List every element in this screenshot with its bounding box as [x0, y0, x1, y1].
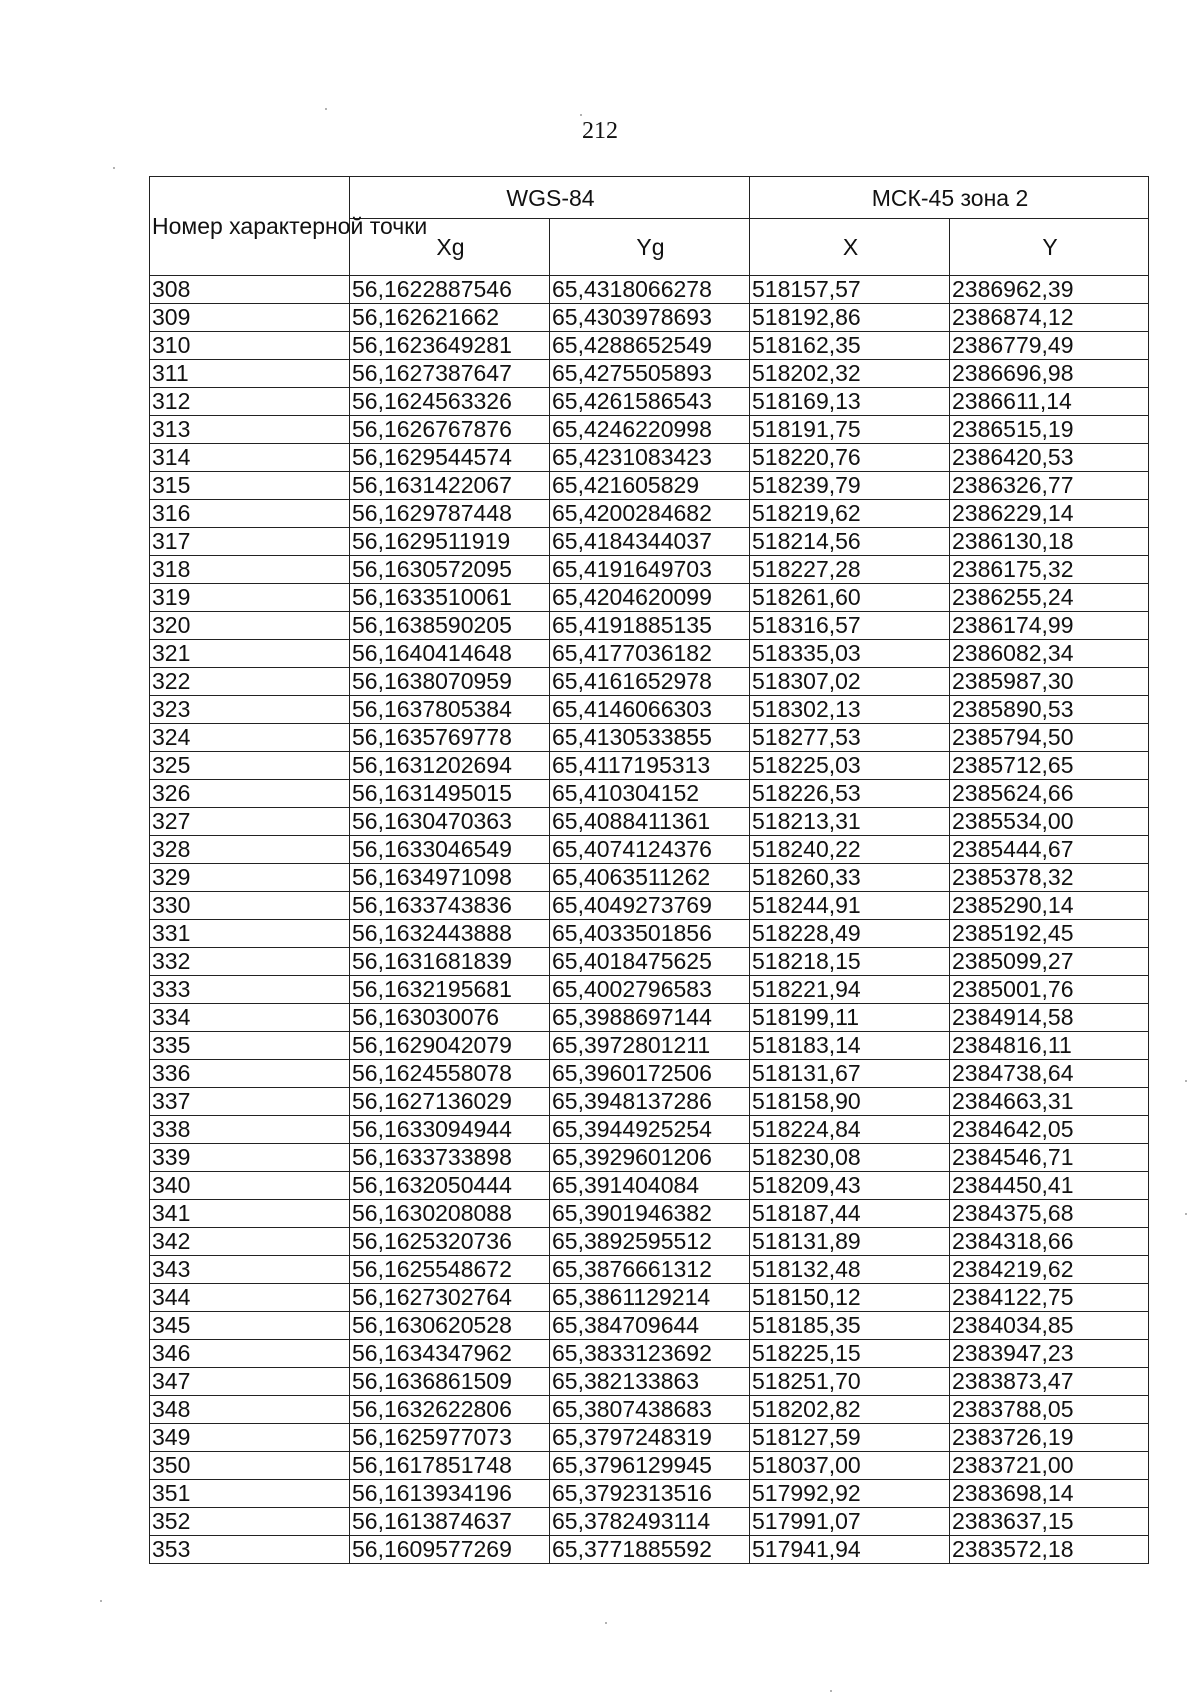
xg-cell: 56,1625977073	[350, 1424, 550, 1452]
column-header-yg: Yg	[550, 219, 750, 276]
table-row	[150, 780, 1149, 808]
xg-cell: 56,1633046549	[350, 836, 550, 864]
x-cell: 518307,02	[750, 668, 950, 696]
yg-cell: 65,4246220998	[550, 416, 750, 444]
y-cell: 2385794,50	[950, 724, 1149, 752]
y-cell: 2385712,65	[950, 752, 1149, 780]
table-row	[150, 1340, 1149, 1368]
table-row	[150, 612, 1149, 640]
table-row	[150, 584, 1149, 612]
x-cell: 517941,94	[750, 1536, 950, 1564]
table-header	[150, 177, 1149, 276]
y-cell: 2384642,05	[950, 1116, 1149, 1144]
table-row	[150, 1284, 1149, 1312]
point-number-cell: 351	[150, 1480, 350, 1508]
table-row	[150, 668, 1149, 696]
scan-speck	[113, 167, 115, 169]
point-number-cell: 315	[150, 472, 350, 500]
table-row	[150, 1004, 1149, 1032]
header-row-groups	[150, 177, 1149, 219]
table-row	[150, 1312, 1149, 1340]
yg-cell: 65,4018475625	[550, 948, 750, 976]
point-number-cell: 329	[150, 864, 350, 892]
y-cell: 2383788,05	[950, 1396, 1149, 1424]
point-number-cell: 342	[150, 1228, 350, 1256]
xg-cell: 56,1625320736	[350, 1228, 550, 1256]
table-row	[150, 1508, 1149, 1536]
point-number-cell: 317	[150, 528, 350, 556]
y-cell: 2385099,27	[950, 948, 1149, 976]
y-cell: 2383637,15	[950, 1508, 1149, 1536]
point-number-cell: 331	[150, 920, 350, 948]
point-number-cell: 326	[150, 780, 350, 808]
y-cell: 2385624,66	[950, 780, 1149, 808]
y-cell: 2383726,19	[950, 1424, 1149, 1452]
table-row	[150, 1480, 1149, 1508]
point-number-cell: 338	[150, 1116, 350, 1144]
point-number-cell: 327	[150, 808, 350, 836]
yg-cell: 65,3892595512	[550, 1228, 750, 1256]
yg-cell: 65,3944925254	[550, 1116, 750, 1144]
point-number-cell: 339	[150, 1144, 350, 1172]
y-cell: 2386611,14	[950, 388, 1149, 416]
yg-cell: 65,4161652978	[550, 668, 750, 696]
x-cell: 518260,33	[750, 864, 950, 892]
table-row	[150, 836, 1149, 864]
table-row	[150, 752, 1149, 780]
xg-cell: 56,1624563326	[350, 388, 550, 416]
xg-cell: 56,162621662	[350, 304, 550, 332]
y-cell: 2384450,41	[950, 1172, 1149, 1200]
x-cell: 518220,76	[750, 444, 950, 472]
x-cell: 518157,57	[750, 276, 950, 304]
yg-cell: 65,4184344037	[550, 528, 750, 556]
y-cell: 2386962,39	[950, 276, 1149, 304]
coordinates-table	[149, 176, 1149, 1564]
x-cell: 518209,43	[750, 1172, 950, 1200]
y-cell: 2384034,85	[950, 1312, 1149, 1340]
point-number-cell: 349	[150, 1424, 350, 1452]
y-cell: 2384816,11	[950, 1032, 1149, 1060]
point-number-cell: 325	[150, 752, 350, 780]
x-cell: 518214,56	[750, 528, 950, 556]
xg-cell: 56,1632443888	[350, 920, 550, 948]
x-cell: 518191,75	[750, 416, 950, 444]
point-number-cell: 335	[150, 1032, 350, 1060]
table-row	[150, 500, 1149, 528]
table-row	[150, 416, 1149, 444]
point-number-cell: 323	[150, 696, 350, 724]
yg-cell: 65,4074124376	[550, 836, 750, 864]
yg-cell: 65,4191649703	[550, 556, 750, 584]
scan-speck	[830, 1690, 832, 1692]
yg-cell: 65,4204620099	[550, 584, 750, 612]
page-number: 212	[582, 118, 618, 144]
xg-cell: 56,1624558078	[350, 1060, 550, 1088]
table-row	[150, 1172, 1149, 1200]
y-cell: 2384318,66	[950, 1228, 1149, 1256]
table-row	[150, 444, 1149, 472]
table-row	[150, 948, 1149, 976]
table-row	[150, 1060, 1149, 1088]
yg-cell: 65,3960172506	[550, 1060, 750, 1088]
point-number-cell: 348	[150, 1396, 350, 1424]
point-number-cell: 321	[150, 640, 350, 668]
point-number-cell: 333	[150, 976, 350, 1004]
xg-cell: 56,1632622806	[350, 1396, 550, 1424]
table-row	[150, 976, 1149, 1004]
scan-speck	[100, 1600, 102, 1602]
yg-cell: 65,3876661312	[550, 1256, 750, 1284]
yg-cell: 65,4063511262	[550, 864, 750, 892]
point-number-cell: 318	[150, 556, 350, 584]
column-header-y: Y	[950, 219, 1149, 276]
x-cell: 518221,94	[750, 976, 950, 1004]
x-cell: 518218,15	[750, 948, 950, 976]
table-row	[150, 1536, 1149, 1564]
yg-cell: 65,4191885135	[550, 612, 750, 640]
xg-cell: 56,1629787448	[350, 500, 550, 528]
y-cell: 2383947,23	[950, 1340, 1149, 1368]
xg-cell: 56,1613934196	[350, 1480, 550, 1508]
point-number-cell: 316	[150, 500, 350, 528]
point-number-cell: 308	[150, 276, 350, 304]
x-cell: 518199,11	[750, 1004, 950, 1032]
point-number-cell: 311	[150, 360, 350, 388]
y-cell: 2386696,98	[950, 360, 1149, 388]
x-cell: 518185,35	[750, 1312, 950, 1340]
y-cell: 2385534,00	[950, 808, 1149, 836]
table-body	[150, 276, 1149, 1564]
xg-cell: 56,1632195681	[350, 976, 550, 1004]
point-number-cell: 345	[150, 1312, 350, 1340]
xg-cell: 56,1630208088	[350, 1200, 550, 1228]
xg-cell: 56,1613874637	[350, 1508, 550, 1536]
yg-cell: 65,4049273769	[550, 892, 750, 920]
yg-cell: 65,3797248319	[550, 1424, 750, 1452]
y-cell: 2386255,24	[950, 584, 1149, 612]
yg-cell: 65,3901946382	[550, 1200, 750, 1228]
x-cell: 518230,08	[750, 1144, 950, 1172]
table-row	[150, 920, 1149, 948]
table-row	[150, 556, 1149, 584]
xg-cell: 56,1627387647	[350, 360, 550, 388]
point-number-cell: 350	[150, 1452, 350, 1480]
table-row	[150, 1424, 1149, 1452]
column-header-x: X	[750, 219, 950, 276]
xg-cell: 56,1609577269	[350, 1536, 550, 1564]
x-cell: 518239,79	[750, 472, 950, 500]
point-number-cell: 340	[150, 1172, 350, 1200]
table-row	[150, 808, 1149, 836]
x-cell: 518162,35	[750, 332, 950, 360]
y-cell: 2386515,19	[950, 416, 1149, 444]
y-cell: 2386174,99	[950, 612, 1149, 640]
scan-speck	[1185, 1080, 1187, 1082]
x-cell: 518132,48	[750, 1256, 950, 1284]
table-row	[150, 332, 1149, 360]
xg-cell: 56,1635769778	[350, 724, 550, 752]
scan-speck	[605, 1622, 607, 1624]
y-cell: 2385444,67	[950, 836, 1149, 864]
y-cell: 2386326,77	[950, 472, 1149, 500]
x-cell: 518316,57	[750, 612, 950, 640]
yg-cell: 65,4261586543	[550, 388, 750, 416]
xg-cell: 56,1636861509	[350, 1368, 550, 1396]
xg-cell: 56,1632050444	[350, 1172, 550, 1200]
table-row	[150, 640, 1149, 668]
msk45-group-header: МСК-45 зона 2	[750, 177, 1149, 219]
xg-cell: 56,1631681839	[350, 948, 550, 976]
yg-cell: 65,3782493114	[550, 1508, 750, 1536]
column-header-xg: Xg	[350, 219, 550, 276]
xg-cell: 56,1625548672	[350, 1256, 550, 1284]
x-cell: 518225,15	[750, 1340, 950, 1368]
x-cell: 518037,00	[750, 1452, 950, 1480]
point-number-cell: 324	[150, 724, 350, 752]
y-cell: 2384663,31	[950, 1088, 1149, 1116]
point-number-cell: 344	[150, 1284, 350, 1312]
y-cell: 2386082,34	[950, 640, 1149, 668]
yg-cell: 65,4117195313	[550, 752, 750, 780]
x-cell: 518225,03	[750, 752, 950, 780]
y-cell: 2383698,14	[950, 1480, 1149, 1508]
y-cell: 2385290,14	[950, 892, 1149, 920]
yg-cell: 65,3929601206	[550, 1144, 750, 1172]
table-row	[150, 1228, 1149, 1256]
y-cell: 2386229,14	[950, 500, 1149, 528]
y-cell: 2386175,32	[950, 556, 1149, 584]
y-cell: 2386420,53	[950, 444, 1149, 472]
xg-cell: 56,1637805384	[350, 696, 550, 724]
x-cell: 518240,22	[750, 836, 950, 864]
yg-cell: 65,4130533855	[550, 724, 750, 752]
xg-cell: 56,1633733898	[350, 1144, 550, 1172]
scan-speck	[325, 108, 327, 110]
point-number-cell: 328	[150, 836, 350, 864]
yg-cell: 65,4177036182	[550, 640, 750, 668]
xg-cell: 56,1622887546	[350, 276, 550, 304]
x-cell: 517991,07	[750, 1508, 950, 1536]
x-cell: 518202,82	[750, 1396, 950, 1424]
yg-cell: 65,382133863	[550, 1368, 750, 1396]
point-number-cell: 310	[150, 332, 350, 360]
x-cell: 518158,90	[750, 1088, 950, 1116]
x-cell: 518226,53	[750, 780, 950, 808]
x-cell: 518251,70	[750, 1368, 950, 1396]
xg-cell: 56,1631495015	[350, 780, 550, 808]
y-cell: 2384914,58	[950, 1004, 1149, 1032]
x-cell: 518228,49	[750, 920, 950, 948]
y-cell: 2386874,12	[950, 304, 1149, 332]
xg-cell: 56,1640414648	[350, 640, 550, 668]
x-cell: 518277,53	[750, 724, 950, 752]
table-row	[150, 1396, 1149, 1424]
x-cell: 518213,31	[750, 808, 950, 836]
yg-cell: 65,3972801211	[550, 1032, 750, 1060]
yg-cell: 65,391404084	[550, 1172, 750, 1200]
yg-cell: 65,4200284682	[550, 500, 750, 528]
y-cell: 2383873,47	[950, 1368, 1149, 1396]
xg-cell: 56,1617851748	[350, 1452, 550, 1480]
table-row	[150, 1368, 1149, 1396]
y-cell: 2385001,76	[950, 976, 1149, 1004]
scan-speck	[580, 114, 582, 116]
yg-cell: 65,410304152	[550, 780, 750, 808]
y-cell: 2386779,49	[950, 332, 1149, 360]
yg-cell: 65,4002796583	[550, 976, 750, 1004]
table-row	[150, 388, 1149, 416]
point-number-cell: 312	[150, 388, 350, 416]
table-row	[150, 1088, 1149, 1116]
x-cell: 518127,59	[750, 1424, 950, 1452]
x-cell: 518202,32	[750, 360, 950, 388]
point-number-cell: 332	[150, 948, 350, 976]
yg-cell: 65,3796129945	[550, 1452, 750, 1480]
table-row	[150, 696, 1149, 724]
y-cell: 2384738,64	[950, 1060, 1149, 1088]
table-row	[150, 1200, 1149, 1228]
x-cell: 518244,91	[750, 892, 950, 920]
point-number-cell: 319	[150, 584, 350, 612]
y-cell: 2386130,18	[950, 528, 1149, 556]
xg-cell: 56,1633510061	[350, 584, 550, 612]
point-number-cell: 353	[150, 1536, 350, 1564]
xg-cell: 56,1629544574	[350, 444, 550, 472]
y-cell: 2383721,00	[950, 1452, 1149, 1480]
yg-cell: 65,4318066278	[550, 276, 750, 304]
x-cell: 518224,84	[750, 1116, 950, 1144]
y-cell: 2384546,71	[950, 1144, 1149, 1172]
xg-cell: 56,1630470363	[350, 808, 550, 836]
x-cell: 517992,92	[750, 1480, 950, 1508]
yg-cell: 65,421605829	[550, 472, 750, 500]
table-row	[150, 472, 1149, 500]
yg-cell: 65,3833123692	[550, 1340, 750, 1368]
table-row	[150, 724, 1149, 752]
xg-cell: 56,1629511919	[350, 528, 550, 556]
scan-speck	[1185, 1213, 1187, 1215]
x-cell: 518131,89	[750, 1228, 950, 1256]
point-number-cell: 352	[150, 1508, 350, 1536]
xg-cell: 56,1630620528	[350, 1312, 550, 1340]
xg-cell: 56,1634347962	[350, 1340, 550, 1368]
point-number-cell: 336	[150, 1060, 350, 1088]
xg-cell: 56,1630572095	[350, 556, 550, 584]
point-number-cell: 309	[150, 304, 350, 332]
x-cell: 518187,44	[750, 1200, 950, 1228]
yg-cell: 65,4033501856	[550, 920, 750, 948]
xg-cell: 56,1634971098	[350, 864, 550, 892]
y-cell: 2384122,75	[950, 1284, 1149, 1312]
point-number-cell: 346	[150, 1340, 350, 1368]
y-cell: 2385890,53	[950, 696, 1149, 724]
yg-cell: 65,3948137286	[550, 1088, 750, 1116]
xg-cell: 56,1633094944	[350, 1116, 550, 1144]
x-cell: 518335,03	[750, 640, 950, 668]
y-cell: 2383572,18	[950, 1536, 1149, 1564]
x-cell: 518261,60	[750, 584, 950, 612]
table-row	[150, 276, 1149, 304]
yg-cell: 65,3988697144	[550, 1004, 750, 1032]
x-cell: 518227,28	[750, 556, 950, 584]
yg-cell: 65,4288652549	[550, 332, 750, 360]
y-cell: 2385378,32	[950, 864, 1149, 892]
x-cell: 518183,14	[750, 1032, 950, 1060]
y-cell: 2385192,45	[950, 920, 1149, 948]
table-row	[150, 1116, 1149, 1144]
point-number-cell: 337	[150, 1088, 350, 1116]
xg-cell: 56,1638590205	[350, 612, 550, 640]
xg-cell: 56,1633743836	[350, 892, 550, 920]
xg-cell: 56,1627302764	[350, 1284, 550, 1312]
yg-cell: 65,4275505893	[550, 360, 750, 388]
xg-cell: 56,1631422067	[350, 472, 550, 500]
point-number-cell: 320	[150, 612, 350, 640]
table-row	[150, 1256, 1149, 1284]
point-number-cell: 334	[150, 1004, 350, 1032]
point-number-cell: 330	[150, 892, 350, 920]
point-number-cell: 313	[150, 416, 350, 444]
table-row	[150, 304, 1149, 332]
yg-cell: 65,4088411361	[550, 808, 750, 836]
table-row	[150, 892, 1149, 920]
xg-cell: 56,1629042079	[350, 1032, 550, 1060]
point-number-cell: 347	[150, 1368, 350, 1396]
yg-cell: 65,3861129214	[550, 1284, 750, 1312]
x-cell: 518219,62	[750, 500, 950, 528]
xg-cell: 56,163030076	[350, 1004, 550, 1032]
yg-cell: 65,3792313516	[550, 1480, 750, 1508]
x-cell: 518302,13	[750, 696, 950, 724]
x-cell: 518150,12	[750, 1284, 950, 1312]
y-cell: 2384219,62	[950, 1256, 1149, 1284]
table-row	[150, 1032, 1149, 1060]
xg-cell: 56,1631202694	[350, 752, 550, 780]
wgs84-group-header: WGS-84	[350, 177, 750, 219]
xg-cell: 56,1627136029	[350, 1088, 550, 1116]
table-row	[150, 528, 1149, 556]
point-number-header: Номер характерной точки	[150, 177, 350, 276]
yg-cell: 65,384709644	[550, 1312, 750, 1340]
yg-cell: 65,4146066303	[550, 696, 750, 724]
point-number-cell: 343	[150, 1256, 350, 1284]
xg-cell: 56,1638070959	[350, 668, 550, 696]
yg-cell: 65,4303978693	[550, 304, 750, 332]
table-row	[150, 360, 1149, 388]
yg-cell: 65,3807438683	[550, 1396, 750, 1424]
point-number-cell: 322	[150, 668, 350, 696]
table-row	[150, 864, 1149, 892]
x-cell: 518131,67	[750, 1060, 950, 1088]
xg-cell: 56,1623649281	[350, 332, 550, 360]
yg-cell: 65,4231083423	[550, 444, 750, 472]
table-row	[150, 1452, 1149, 1480]
x-cell: 518169,13	[750, 388, 950, 416]
yg-cell: 65,3771885592	[550, 1536, 750, 1564]
y-cell: 2385987,30	[950, 668, 1149, 696]
table-row	[150, 1144, 1149, 1172]
xg-cell: 56,1626767876	[350, 416, 550, 444]
y-cell: 2384375,68	[950, 1200, 1149, 1228]
point-number-cell: 341	[150, 1200, 350, 1228]
point-number-cell: 314	[150, 444, 350, 472]
x-cell: 518192,86	[750, 304, 950, 332]
